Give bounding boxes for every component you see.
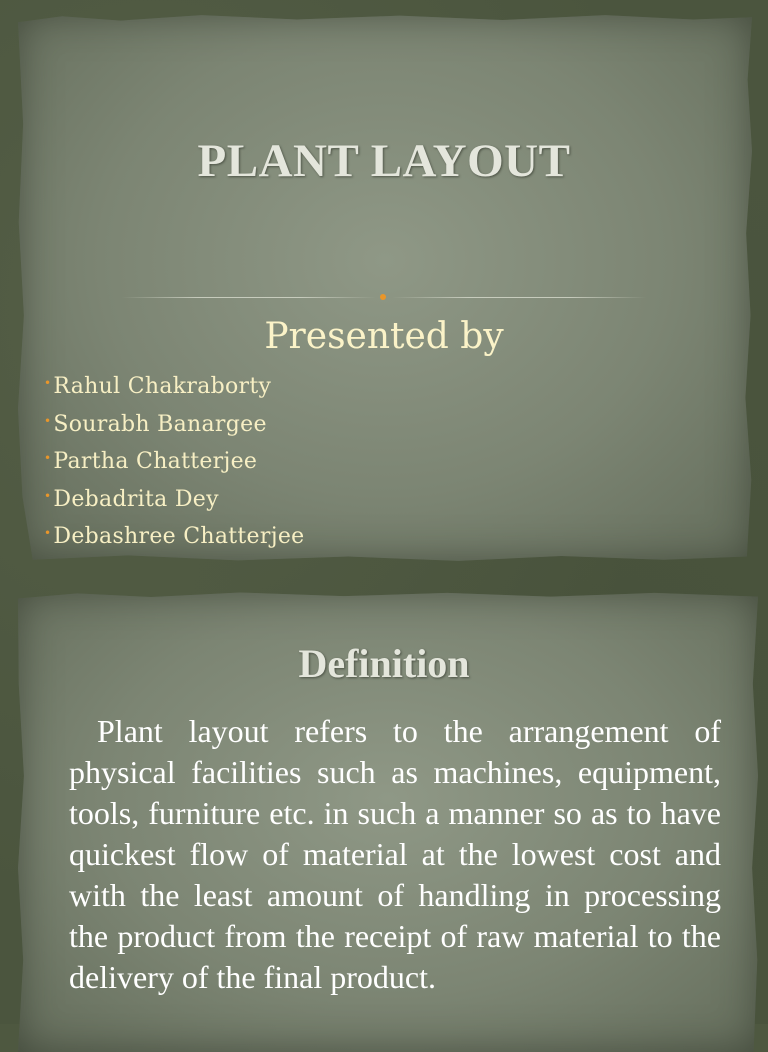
presenter-list <box>44 368 304 556</box>
bullet-icon: • <box>44 413 52 428</box>
presenter-item <box>44 406 304 444</box>
presenter-item <box>44 443 304 481</box>
presenter-name: Debadrita Dey <box>53 486 219 512</box>
presenter-name: Rahul Chakraborty <box>53 374 272 399</box>
presented-by-heading: Presented by <box>264 316 504 357</box>
divider-dot-icon <box>380 294 386 300</box>
presenter-name: Sourabh Banargee <box>53 411 267 437</box>
divider-line-right <box>392 297 646 298</box>
divider-line-left <box>122 297 376 298</box>
bullet-icon: • <box>44 451 52 465</box>
bullet-icon: • <box>44 488 52 503</box>
bullet-icon: • <box>44 526 52 540</box>
bullet-icon: • <box>44 376 52 390</box>
presenter-item <box>44 518 304 556</box>
definition-heading: Definition <box>298 641 470 686</box>
presenter-name: Debashree Chatterjee <box>53 524 305 549</box>
slide-title-heading: PLANT LAYOUT <box>197 135 571 187</box>
definition-body: Plant layout refers to the arrangement of physical facilities such as machines, equipment, tools, furniture etc. in such a manner so as to have quickest flow of material at the lowest cost and with the least amount of handling in processing the product from the receipt of raw material to the delivery of the final product. <box>69 713 721 995</box>
presenter-item <box>44 481 304 519</box>
presenter-name: Partha Chatterjee <box>53 449 258 474</box>
presenter-item <box>44 368 304 406</box>
